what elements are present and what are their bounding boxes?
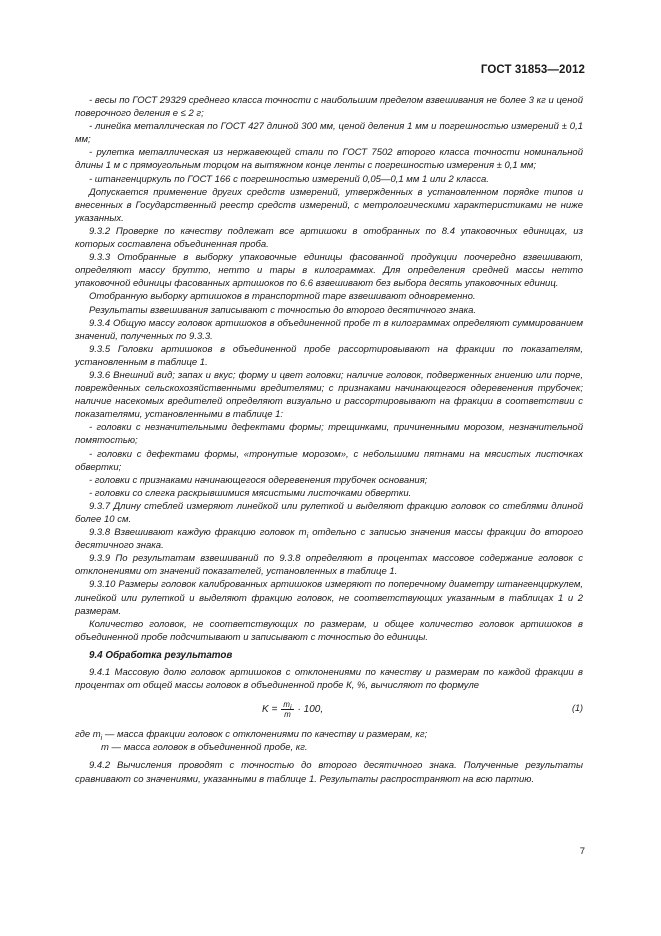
formula-lhs: K = bbox=[262, 704, 278, 716]
paragraph: - рулетка металлическая из нержавеющей стали по ГОСТ 7502 второго класса точности номинальной длины 1 м с прямоугольным торцом на вытяжном конце ленты с погрешностью измерения ± 0,1 мм; bbox=[75, 147, 583, 172]
paragraph: 9.3.4 Общую массу головок артишоков в объединенной пробе m в килограммах определяют суммированием значений, полученных по 9.3.3. bbox=[75, 317, 583, 342]
formula-numerator bbox=[281, 700, 293, 710]
document-body bbox=[75, 94, 583, 786]
text-run: m — масса головок в объединенной пробе, кг. bbox=[101, 742, 308, 754]
paragraph: 9.3.9 По результатам взвешиваний по 9.3.8 определяют в процентах массовое содержание головок с отклонениями от значений показателей, установленных в таблице 1. bbox=[75, 553, 583, 578]
text-run: — масса фракции головок с отклонениями по качеству и размерам, кг; bbox=[102, 729, 428, 741]
paragraph: 9.4.2 Вычисления проводят с точностью до второго десятичного знака. Полученные результаты сравнивают со значениями, указанными в таблице 1. Результаты распространяют на всю партию. bbox=[75, 760, 583, 785]
paragraph: 9.3.6 Внешний вид; запах и вкус; форму и цвет головки; наличие головок, подверженных гниению или порче, поврежденных сельскохозяйственными вредителями; с признаками начинающегося одеревенения трубочек; наличие насекомых вредителей определяют визуально и рассортировывают на фракции в соответствии с показателями, установленными в таблице 1: bbox=[75, 369, 583, 421]
formula bbox=[75, 698, 583, 724]
paragraph: - весы по ГОСТ 29329 среднего класса точности с наибольшим пределом взвешивания не более 3 кг и ценой поверочного деления е ≤ 2 г; bbox=[75, 95, 583, 120]
paragraph: 9.3.10 Размеры головок калиброванных артишоков измеряют по поперечному диаметру штангенциркулем, линейкой или рулеткой и выделяют фракцию головок, не соответствующих указанным в таблицах 1 и 2 размерам. bbox=[75, 579, 583, 617]
formula-denominator: m bbox=[284, 710, 291, 720]
formula-num-var: m bbox=[283, 700, 290, 710]
paragraph: 9.3.5 Головки артишоков в объединенной пробе рассортировывают на фракции по показателям, установленным в таблице 1. bbox=[75, 343, 583, 368]
formula-number: (1) bbox=[572, 703, 583, 714]
subscript: i bbox=[306, 532, 309, 540]
subscript: i bbox=[100, 735, 103, 743]
text-run: 9.3.8 Взвешивают каждую фракцию головок m bbox=[89, 527, 307, 539]
paragraph: Результаты взвешивания записывают с точностью до второго десятичного знака. bbox=[89, 304, 477, 316]
paragraph: 9.3.7 Длину стеблей измеряют линейкой или рулеткой и выделяют фракцию головок со стеблями длиной более 10 см. bbox=[75, 500, 583, 525]
list-item: - головки с незначительными дефектами формы; трещинками, причиненными морозом, незначительной помятостью; bbox=[75, 422, 583, 447]
list-item: - головки с признаками начинающегося одеревенения трубочек основания; bbox=[89, 474, 428, 486]
paragraph: - линейка металлическая по ГОСТ 427 длиной 300 мм, ценой деления 1 мм и погрешностью измерений ± 0,1 мм; bbox=[75, 121, 583, 146]
text-run: где m bbox=[75, 729, 101, 741]
formula-rhs: · 100, bbox=[297, 704, 324, 716]
variable-definition bbox=[75, 728, 583, 741]
paragraph: Допускается применение других средств измерений, утвержденных в установленном порядке типов и внесенных в Государственный реестр средств измерений, с метрологическими характеристиками не ниже указанных. bbox=[75, 186, 583, 224]
paragraph: Количество головок, не соответствующих по размерам, и общее количество головок артишоков в объединенной пробе подсчитывают и записывают с точностью до единицы. bbox=[75, 618, 583, 643]
variable-definition bbox=[75, 741, 583, 754]
formula-fraction bbox=[281, 700, 293, 719]
paragraph: 9.4.1 Массовую долю головок артишоков с отклонениями по качеству и размерам по каждой фракции в процентах от общей массы головок в объединенной пробе К, %, вычисляют по формуле bbox=[75, 667, 583, 692]
paragraph: 9.3.3 Отобранные в выборку упаковочные единицы фасованной продукции поочередно взвешивают, определяют массу брутто, нетто и тары в килограммах. Для определения средней массы нетто упаковочной единицы фасованных артишоков по 6.6 взвешивают без выбора десять упаковочных единиц. bbox=[75, 252, 583, 290]
document-header: ГОСТ 31853—2012 bbox=[480, 64, 585, 76]
page-number: 7 bbox=[579, 846, 585, 857]
paragraph bbox=[75, 526, 583, 552]
formula-num-sub: i bbox=[289, 704, 292, 712]
list-item: - головки с дефектами формы, «тронутые морозом», с небольшими пятнами на мясистых листочках обвертки; bbox=[75, 448, 583, 473]
text-run: отдельно с записью значения массы фракции до второго десятичного знака. bbox=[75, 527, 584, 552]
paragraph: 9.3.2 Проверке по качеству подлежат все артишоки в отобранных по 8.4 упаковочных единицах, из которых составлена объединенная проба. bbox=[75, 225, 583, 251]
paragraph: Отобранную выборку артишоков в транспортной таре взвешивают одновременно. bbox=[89, 291, 476, 303]
section-title: 9.4 Обработка результатов bbox=[89, 649, 233, 661]
list-item: - головки со слегка раскрывшимися мясистыми листочками обвертки. bbox=[89, 487, 412, 499]
formula-expression bbox=[262, 700, 323, 719]
paragraph: - штангенциркуль по ГОСТ 166 с погрешностью измерений 0,05—0,1 мм 1 или 2 класса. bbox=[89, 173, 489, 185]
